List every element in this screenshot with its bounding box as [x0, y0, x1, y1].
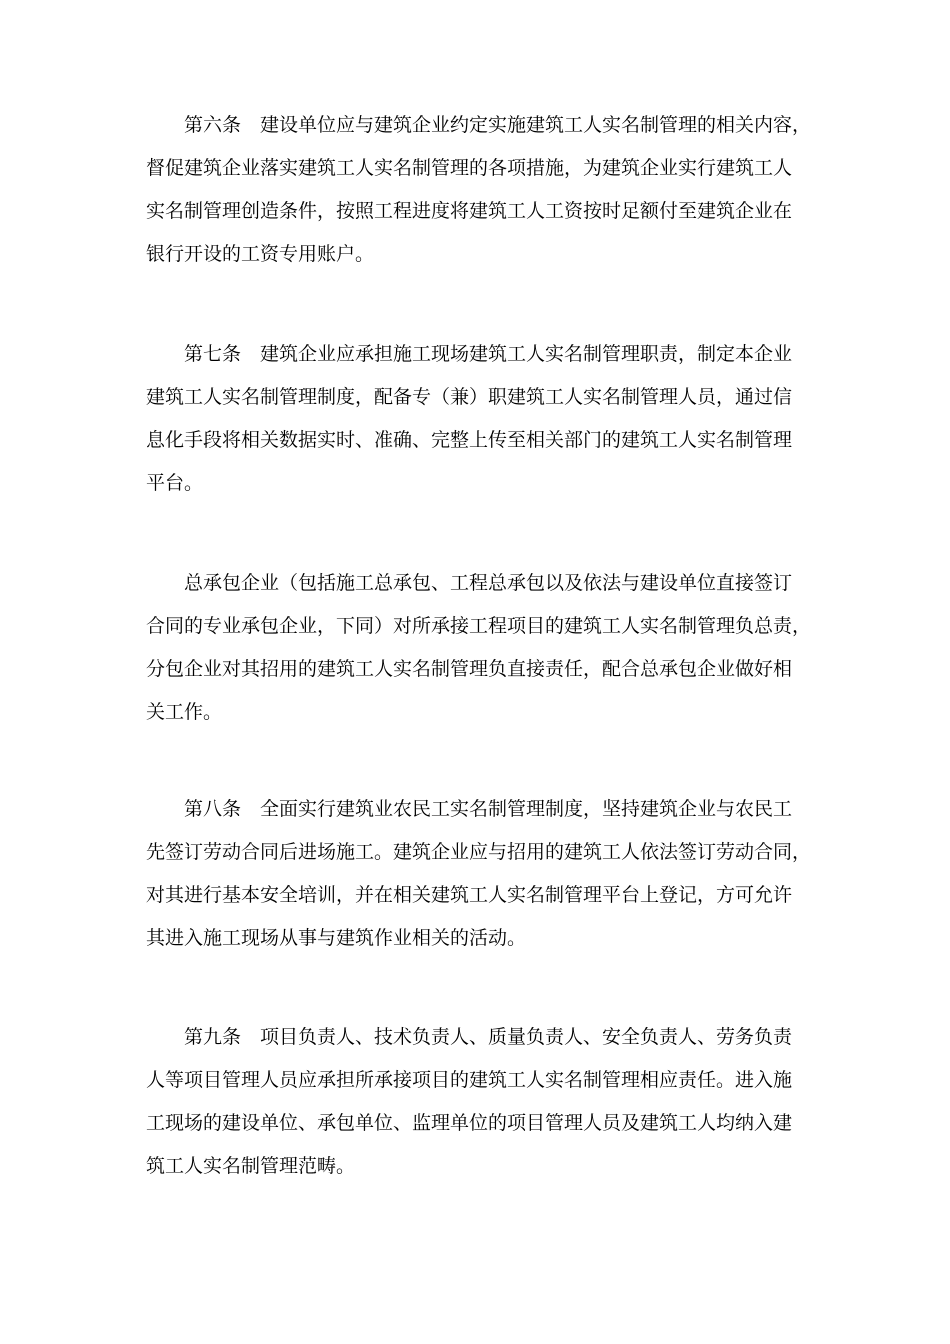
general-contractor-paragraph	[146, 562, 810, 734]
paragraph-line: 先签订劳动合同后进场施工。建筑企业应与招用的建筑工人依法签订劳动合同，	[146, 841, 812, 863]
paragraph-line: 第八条 全面实行建筑业农民工实名制管理制度，坚持建筑企业与农民工	[184, 798, 793, 820]
paragraph-line: 建筑工人实名制管理制度，配备专（兼）职建筑工人实名制管理人员，通过信	[146, 386, 793, 408]
paragraph-line: 实名制管理创造条件，按照工程进度将建筑工人工资按时足额付至建筑企业在	[146, 200, 793, 222]
article-8-paragraph	[146, 788, 810, 960]
paragraph-line: 息化手段将相关数据实时、准确、完整上传至相关部门的建筑工人实名制管理	[146, 429, 793, 451]
paragraph-line: 合同的专业承包企业，下同）对所承接工程项目的建筑工人实名制管理负总责，	[146, 615, 812, 637]
paragraph-line: 第六条 建设单位应与建筑企业约定实施建筑工人实名制管理的相关内容，	[184, 114, 812, 136]
article-number: 第八条	[184, 798, 242, 820]
paragraph-line: 总承包企业（包括施工总承包、工程总承包以及依法与建设单位直接签订	[184, 572, 793, 594]
article-number: 第六条	[184, 114, 242, 136]
paragraph-line: 分包企业对其招用的建筑工人实名制管理负直接责任，配合总承包企业做好相	[146, 658, 793, 680]
article-number: 第九条	[184, 1026, 242, 1048]
article-9-paragraph	[146, 1016, 810, 1188]
paragraph-line: 银行开设的工资专用账户。	[146, 243, 375, 265]
paragraph-line: 工现场的建设单位、承包单位、监理单位的项目管理人员及建筑工人均纳入建	[146, 1112, 793, 1134]
paragraph-line: 对其进行基本安全培训，并在相关建筑工人实名制管理平台上登记，方可允许	[146, 884, 793, 906]
paragraph-line: 筑工人实名制管理范畴。	[146, 1155, 356, 1177]
paragraph-line: 第九条 项目负责人、技术负责人、质量负责人、安全负责人、劳务负责	[184, 1026, 793, 1048]
article-number: 第七条	[184, 343, 242, 365]
paragraph-line: 平台。	[146, 472, 204, 494]
paragraph-line: 关工作。	[146, 701, 223, 723]
paragraph-line: 第七条 建筑企业应承担施工现场建筑工人实名制管理职责，制定本企业	[184, 343, 793, 365]
paragraph-line: 督促建筑企业落实建筑工人实名制管理的各项措施，为建筑企业实行建筑工人	[146, 157, 793, 179]
article-6-paragraph	[146, 104, 810, 276]
paragraph-line: 人等项目管理人员应承担所承接项目的建筑工人实名制管理相应责任。进入施	[146, 1069, 793, 1091]
paragraph-line: 其进入施工现场从事与建筑作业相关的活动。	[146, 927, 527, 949]
article-7-paragraph	[146, 333, 810, 505]
